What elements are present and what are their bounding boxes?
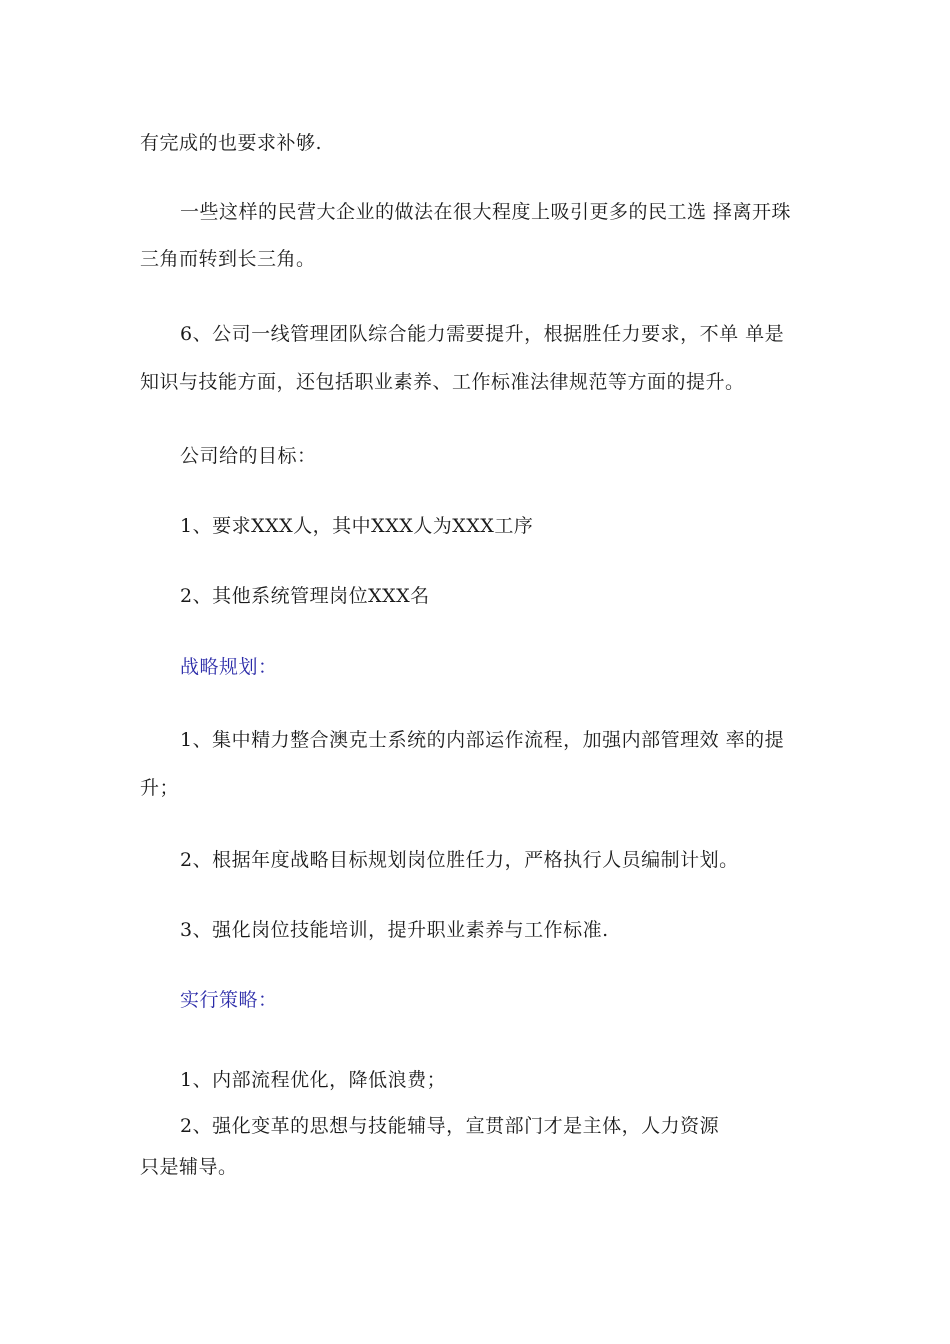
targets-label: 公司给的目标： [180, 445, 317, 467]
target-item: 1、要求XXX人，其中XXX人为XXX工序 [180, 515, 534, 537]
implementation-heading: 实行策略： [180, 989, 278, 1011]
strategy-item: 3、强化岗位技能培训，提升职业素养与工作标准. [180, 919, 609, 941]
implementation-item: 1、内部流程优化，降低浪费； [180, 1069, 447, 1091]
strategy-item: 2、根据年度战略目标规划岗位胜任力，严格执行人员编制计划。 [180, 849, 739, 871]
strategy-item: 1、集中精力整合澳克士系统的内部运作流程，加强内部管理效 率的提 [180, 729, 785, 751]
paragraph-line: 6、公司一线管理团队综合能力需要提升，根据胜任力要求，不单 单是 [180, 323, 785, 345]
paragraph-line: 有完成的也要求补够. [140, 132, 323, 154]
paragraph-line: 知识与技能方面，还包括职业素养、工作标准法律规范等方面的提升。 [140, 371, 745, 393]
implementation-item-continuation: 只是辅导。 [140, 1156, 238, 1178]
paragraph-line: 一些这样的民营大企业的做法在很大程度上吸引更多的民工选 择离开珠 [180, 201, 792, 223]
paragraph-line: 三角而转到长三角。 [140, 248, 316, 270]
implementation-item: 2、强化变革的思想与技能辅导，宣贯部门才是主体，人力资源 [180, 1115, 720, 1137]
target-item: 2、其他系统管理岗位XXX名 [180, 585, 430, 607]
strategy-heading: 战略规划： [180, 656, 278, 678]
strategy-item-continuation: 升； [140, 777, 180, 799]
